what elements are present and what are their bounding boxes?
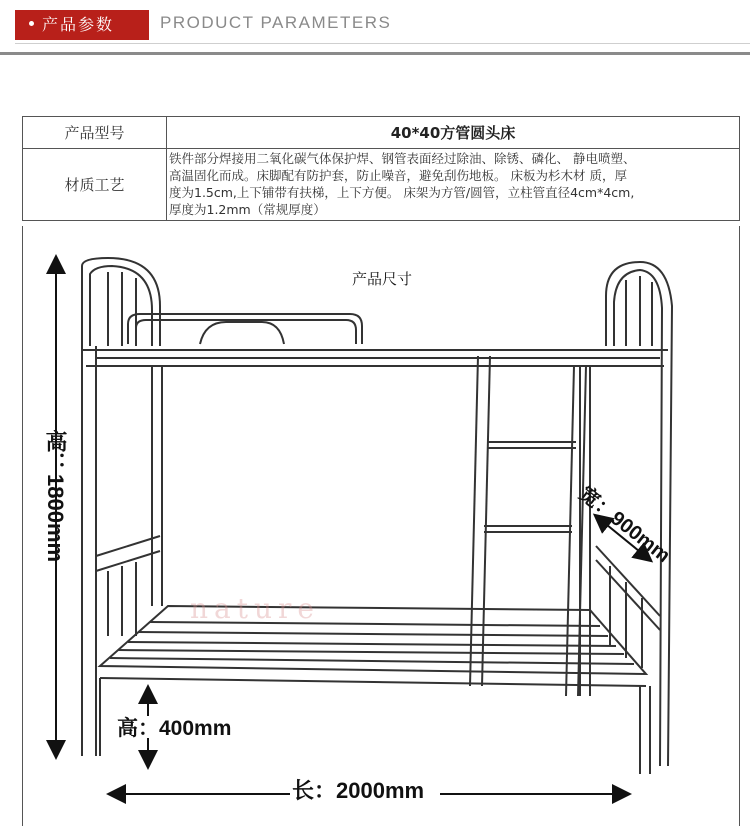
- drawing-title: 产品尺寸: [352, 270, 413, 288]
- header-divider: [15, 43, 750, 44]
- section-tag-label: 产品参数: [42, 15, 115, 34]
- material-line: 度为1.5cm,上下铺带有扶梯，上下方便。 床架为方管/圆管，立柱管直径4cm*4cm,: [169, 185, 635, 200]
- section-tag: [15, 10, 149, 40]
- material-label: 材质工艺: [23, 149, 167, 221]
- height-dimension: 高：1800mm: [43, 430, 68, 563]
- floor-clearance-label: 高：: [117, 717, 159, 740]
- material-line: 高温固化而成。床脚配有防护套，防止噪音，避免刮伤地板。 床板为杉木材 质，厚: [169, 168, 627, 183]
- section-title-en: PRODUCT PARAMETERS: [160, 13, 392, 32]
- table-row-model: [23, 117, 740, 149]
- material-description: [167, 149, 740, 221]
- material-line: 铁件部分焊接用二氧化碳气体保护焊、钢管表面经过除油、除锈、磷化、 静电喷塑、: [169, 151, 636, 166]
- table-row-material: [23, 149, 740, 221]
- bed-frame: [82, 258, 672, 774]
- model-value: 40*40方管圆头床: [167, 117, 740, 149]
- length-dimension: 长：2000mm: [292, 778, 425, 803]
- width-dimension: 宽：900mm: [574, 482, 675, 568]
- bullet-dot-icon: [29, 21, 34, 26]
- parameter-table: [22, 116, 740, 221]
- floor-clearance-dimension: [117, 712, 231, 742]
- section-header: [0, 0, 750, 56]
- watermark: nature: [190, 592, 320, 625]
- floor-clearance-value: 400mm: [159, 717, 232, 740]
- header-divider-bold: [0, 52, 750, 55]
- model-label: 产品型号: [23, 117, 167, 149]
- material-line: 厚度为1.2mm（常规厚度）: [169, 202, 326, 217]
